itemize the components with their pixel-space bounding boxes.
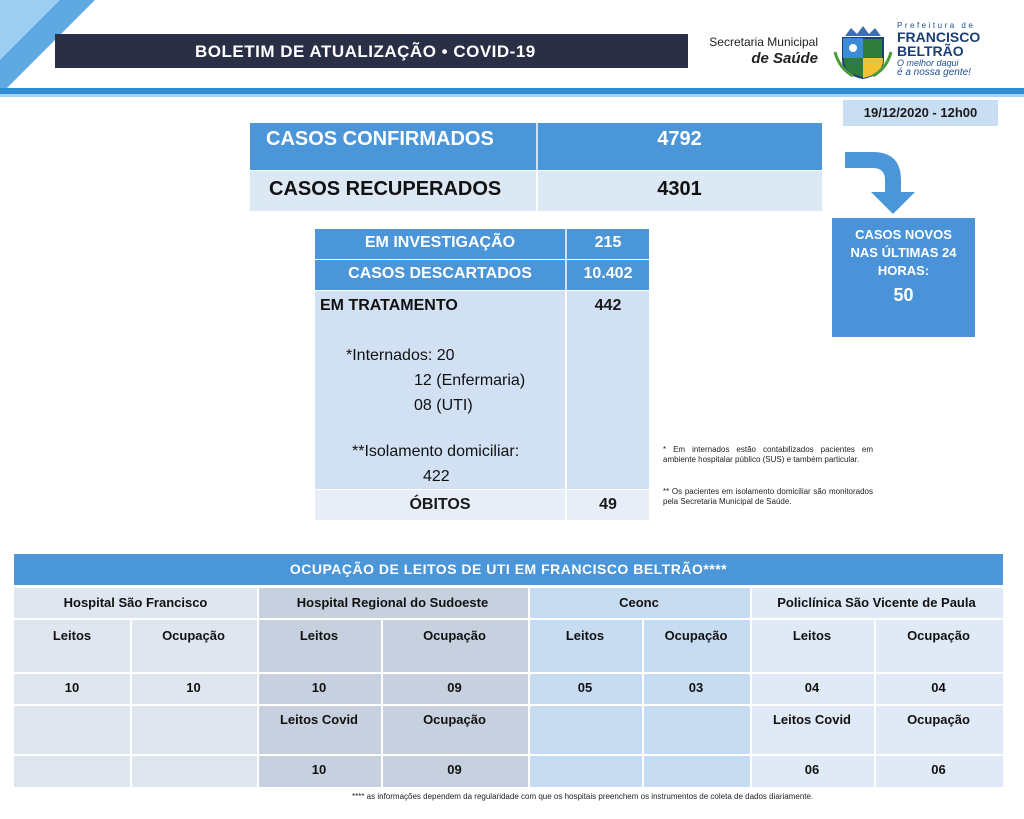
covid-occupancy-value: 06 [931,762,946,777]
beds-value: 05 [577,680,593,695]
new-cases-line1: CASOS NOVOS [855,227,952,242]
icu-footnote: **** as informações dependem da regularidade com que os hospitais preenchem os instrumentos de coleta de dados diariamente. [352,792,814,801]
covid-beds-value: 06 [804,762,820,777]
grid-line [130,618,132,787]
corner-decoration-light [0,0,60,60]
city-name-line1: FRANCISCO [897,29,981,45]
beds-value: 10 [311,680,327,695]
confirmed-cases-value: 4792 [657,128,702,150]
investigation-row [315,229,649,259]
hospital-name: Hospital Regional do Sudoeste [296,595,489,610]
hospitalized-line: *Internados: 20 [346,347,455,364]
home-isolation-value: 422 [423,468,450,485]
slogan-line2: é a nossa gente! [897,67,971,78]
curved-arrow-icon [843,150,918,215]
occupancy-value: 10 [186,680,201,695]
recovered-cases-value: 4301 [657,178,702,200]
header-divider-light [0,94,1024,97]
secretaria-logo-text [706,36,818,67]
new-cases-line3: HORAS: [877,263,930,279]
beds-header: Leitos [52,628,92,643]
covid-beds-header: Leitos Covid [279,712,358,727]
grid-line [642,618,644,787]
grid-line [14,618,1003,620]
investigation-value: 215 [594,234,622,251]
occupancy-value: 03 [688,680,704,695]
discarded-value: 10.402 [583,265,633,282]
hospital-name: Policlínica São Vicente de Paula [777,595,976,610]
hospital-name: Hospital São Francisco [63,595,208,610]
prefeitura-logo-text [897,22,980,78]
occupancy-header: Ocupação [664,628,728,643]
beds-header: Leitos [565,628,605,643]
grid-line [14,754,1003,756]
deaths-label: ÓBITOS [409,496,471,513]
deaths-value: 49 [599,496,617,513]
covid-occupancy-value: 09 [447,762,462,777]
bulletin-date: 19/12/2020 - 12h00 [843,100,998,126]
beds-value: 04 [804,680,820,695]
row-divider [536,123,538,170]
deaths-row [315,490,649,520]
occupancy-header: Ocupação [423,628,486,643]
occupancy-value: 04 [931,680,946,695]
hospital-name: Ceonc [619,595,659,610]
secretaria-line2: de Saúde [751,49,818,67]
bulletin-title: BOLETIM DE ATUALIZAÇÃO • COVID-19 [55,34,688,68]
city-seal-icon [833,22,893,82]
slogan-line1: O melhor daqui [897,58,959,68]
row-divider [536,171,538,211]
new-cases-value: 50 [893,284,914,305]
covid-beds-value: 10 [311,762,327,777]
note-isolation: ** Os pacientes em isolamento domiciliar são monitorados pela Secretaria Municipal de Saúde. [663,487,873,506]
discarded-row [315,260,649,290]
beds-header: Leitos [792,628,832,643]
ward-line: 12 (Enfermaria) [414,372,526,389]
grid-line [14,704,1003,706]
note-hospitalized: * Em internados estão contabilizados pacientes em ambiente hospitalar público (SUS) e também particular. [663,445,873,464]
new-cases-box [832,218,975,337]
cell-separator [565,291,567,489]
treatment-block [315,291,649,489]
occupancy-header: Ocupação [907,628,970,643]
beds-header: Leitos [299,628,339,643]
new-cases-line2: NAS ÚLTIMAS 24 [850,245,957,261]
city-name-line2: BELTRÃO [897,43,964,59]
discarded-label: CASOS DESCARTADOS [348,265,532,282]
covid-beds-header: Leitos Covid [772,712,851,727]
covid-occupancy-header: Ocupação [423,712,486,727]
occupancy-header: Ocupação [162,628,225,643]
icu-table [14,588,1003,787]
icu-table-title: OCUPAÇÃO DE LEITOS DE UTI EM FRANCISCO BELTRÃO**** [14,554,1003,585]
prefeitura-label: Prefeitura de [897,21,976,30]
recovered-cases-label: CASOS RECUPERADOS [269,178,502,200]
grid-line [14,672,1003,674]
icu-line: 08 (UTI) [414,397,473,414]
treatment-label: EM TRATAMENTO [320,297,458,314]
confirmed-cases-label: CASOS CONFIRMADOS [266,128,494,150]
beds-value: 10 [64,680,80,695]
investigation-label: EM INVESTIGAÇÃO [364,234,516,251]
occupancy-value: 09 [447,680,462,695]
secretaria-line1: Secretaria Municipal [709,35,818,49]
covid-occupancy-header: Ocupação [907,712,970,727]
home-isolation-label: **Isolamento domiciliar: [352,443,520,460]
treatment-value: 442 [594,297,622,314]
